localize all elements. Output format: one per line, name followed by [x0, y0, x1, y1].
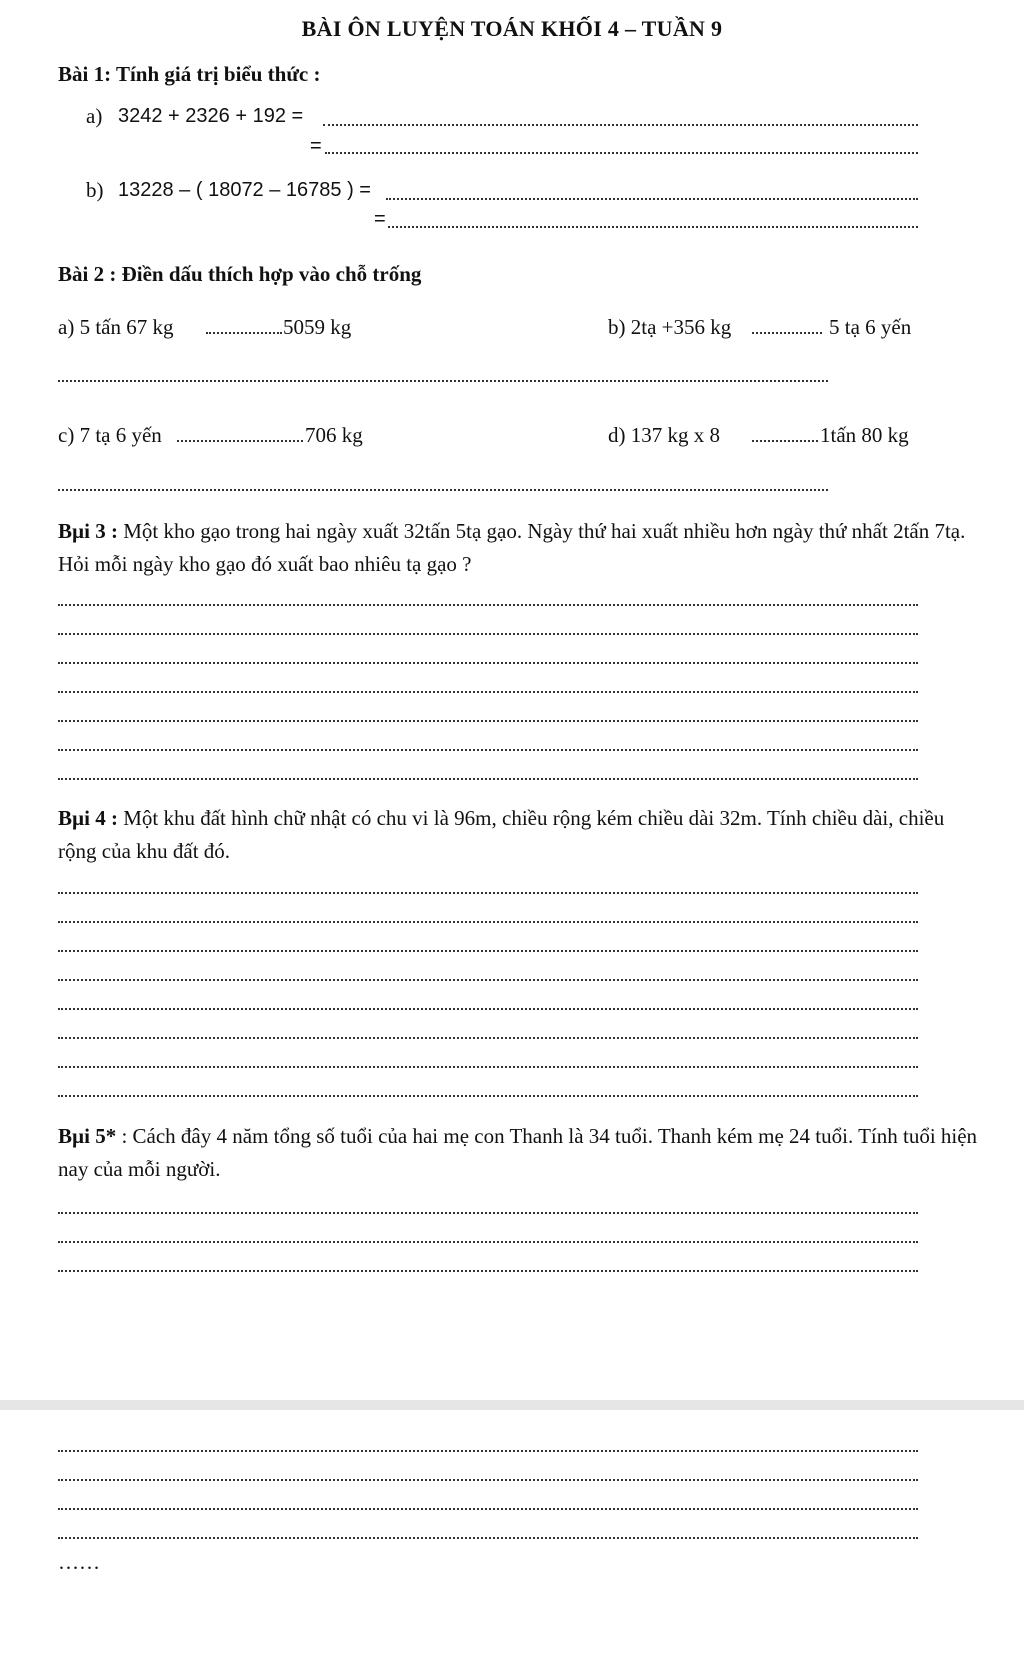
bai2-b-blank[interactable] — [752, 332, 822, 334]
bai3-text: Một kho gạo trong hai ngày xuất 32tấn 5tạ gạo. Ngày thứ hai xuất nhiều hơn ngày thứ nhất 2tấn 7tạ. Hỏi mỗi ngày kho gạo đó xuất bao nhiêu tạ gạo ? — [58, 519, 966, 576]
bai2-answer-line-1[interactable] — [58, 380, 828, 382]
bai2-b-left: b) 2tạ +356 kg — [608, 315, 732, 339]
bai5-problem — [58, 1120, 978, 1186]
bai1-b-equals: = — [374, 208, 386, 230]
worksheet-page-2 — [0, 1410, 1024, 1654]
bai1-a-answer-line-2[interactable] — [325, 152, 918, 154]
bai3-label: Bµi 3 : — [58, 519, 118, 543]
worksheet-title: BÀI ÔN LUYỆN TOÁN KHỐI 4 – TUẦN 9 — [301, 16, 723, 41]
page2-answer-line-4[interactable] — [58, 1537, 918, 1539]
bai2-a-right: 5059 kg — [283, 315, 352, 339]
bai4-answer-line-4[interactable] — [58, 979, 918, 981]
bai3-answer-line-7[interactable] — [58, 778, 918, 780]
bai1-a-label: a) — [86, 104, 103, 128]
bai2-heading: Bài 2 : Điền dấu thích hợp vào chỗ trống — [58, 262, 422, 286]
bai3-problem — [58, 515, 978, 581]
page2-answer-line-2[interactable] — [58, 1479, 918, 1481]
bai4-answer-line-7[interactable] — [58, 1066, 918, 1068]
bai5-text: : Cách đây 4 năm tổng số tuổi của hai mẹ con Thanh là 34 tuổi. Thanh kém mẹ 24 tuổi. Tính tuổi hiện nay của mỗi người. — [58, 1124, 978, 1181]
bai2-a-blank[interactable] — [206, 332, 282, 334]
bai2-d-left: d) 137 kg x 8 — [608, 423, 720, 447]
bai5-answer-line-2[interactable] — [58, 1241, 918, 1243]
bai3-answer-line-2[interactable] — [58, 633, 918, 635]
bai4-answer-line-5[interactable] — [58, 1008, 918, 1010]
bai1-b-answer-line-2[interactable] — [388, 226, 918, 228]
page2-answer-line-1[interactable] — [58, 1450, 918, 1452]
bai2-a-left: a) 5 tấn 67 kg — [58, 315, 174, 339]
bai4-answer-line-6[interactable] — [58, 1037, 918, 1039]
bai3-answer-line-6[interactable] — [58, 749, 918, 751]
bai3-answer-line-4[interactable] — [58, 691, 918, 693]
bai2-c-right: 706 kg — [305, 423, 363, 447]
bai4-label: Bµi 4 : — [58, 806, 118, 830]
bai4-answer-line-3[interactable] — [58, 950, 918, 952]
bai4-answer-line-8[interactable] — [58, 1095, 918, 1097]
bai2-b-right: 5 tạ 6 yến — [829, 315, 912, 339]
bai1-a-equals: = — [310, 135, 322, 157]
bai3-answer-line-3[interactable] — [58, 662, 918, 664]
bai4-problem — [58, 802, 978, 868]
bai2-c-blank[interactable] — [177, 440, 303, 442]
page-separator — [0, 1400, 1024, 1410]
bai2-d-right: 1tấn 80 kg — [820, 423, 909, 447]
bai5-label: Bµi 5* — [58, 1124, 117, 1148]
bai3-answer-line-1[interactable] — [58, 604, 918, 606]
bai3-answer-line-5[interactable] — [58, 720, 918, 722]
bai5-answer-line-1[interactable] — [58, 1212, 918, 1214]
bai1-a-answer-line-1[interactable] — [323, 124, 918, 126]
bai1-b-answer-line-1[interactable] — [386, 198, 918, 200]
bai2-c-left: c) 7 tạ 6 yến — [58, 423, 162, 447]
bai4-answer-line-1[interactable] — [58, 892, 918, 894]
page2-trailing-dots: …… — [58, 1550, 100, 1574]
bai1-b-expression: 13228 – ( 18072 – 16785 ) = — [118, 179, 371, 201]
bai5-answer-line-3[interactable] — [58, 1270, 918, 1272]
bai4-text: Một khu đất hình chữ nhật có chu vi là 96m, chiều rộng kém chiều dài 32m. Tính chiều dài, chiều rộng của khu đất đó. — [58, 806, 945, 863]
bai2-answer-line-2[interactable] — [58, 489, 828, 491]
bai2-d-blank[interactable] — [752, 440, 818, 442]
page2-answer-line-3[interactable] — [58, 1508, 918, 1510]
bai1-b-label: b) — [86, 178, 104, 202]
bai4-answer-line-2[interactable] — [58, 921, 918, 923]
bai1-heading: Bài 1: Tính giá trị biểu thức : — [58, 62, 321, 86]
bai1-a-expression: 3242 + 2326 + 192 = — [118, 105, 304, 127]
